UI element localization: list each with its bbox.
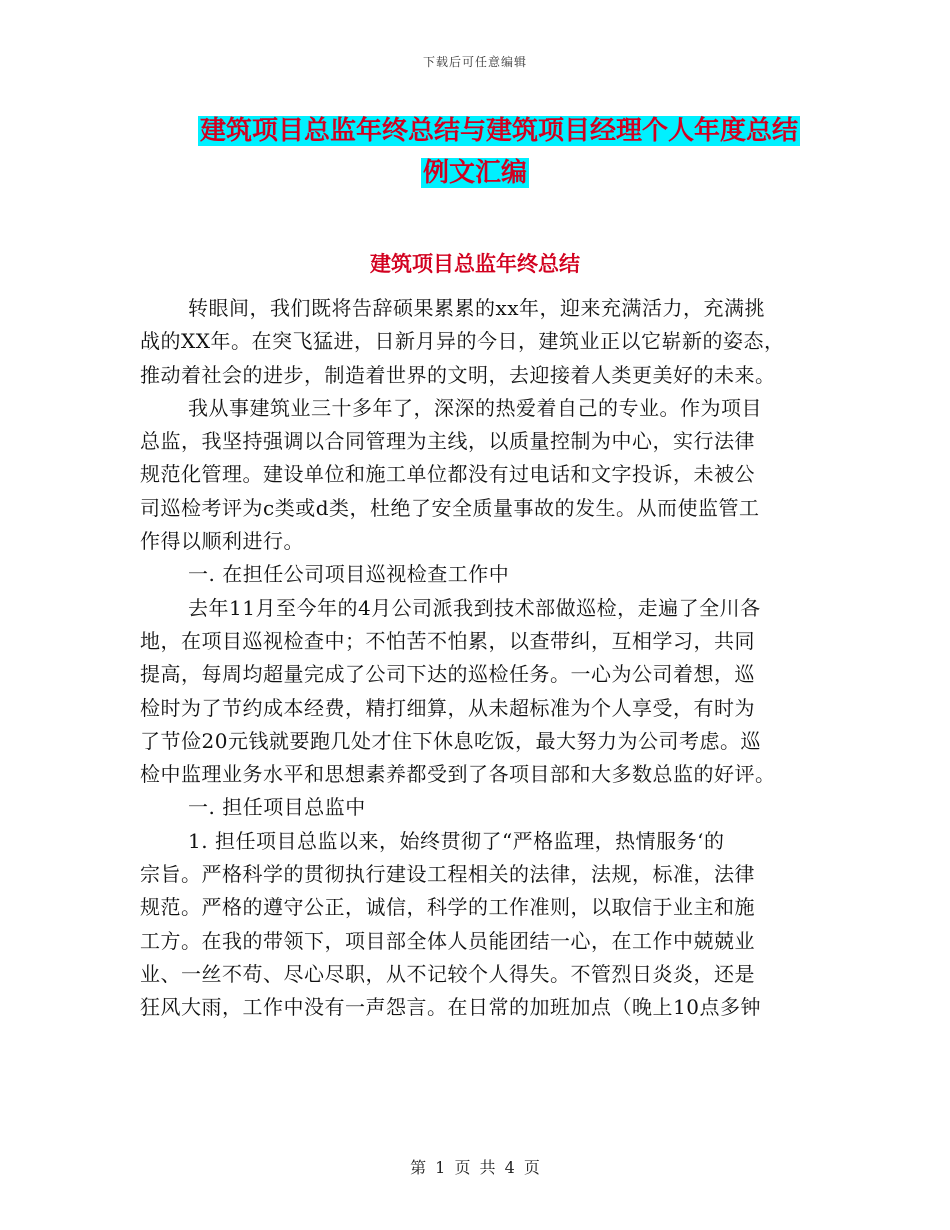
text-line: 地，在项目巡视检查中；不怕苦不怕累，以查带纠，互相学习，共同 (140, 628, 755, 653)
page-footer-number: 第 1 页 共 4 页 (410, 1158, 540, 1177)
document-title-line-2: 例文汇编 (422, 158, 527, 188)
text-line: 战的XX年。在突飞猛进，日新月异的今日，建筑业正以它崭新的姿态， (140, 329, 785, 354)
text-line: 规范化管理。建设单位和施工单位都没有过电话和文字投诉，未被公 (140, 462, 755, 487)
text-line: 总监，我坚持强调以合同管理为主线，以质量控制为中心，实行法律 (140, 429, 755, 454)
text-line: 作得以顺利进行。 (140, 529, 304, 554)
text-line: 业、一丝不苟、尽心尽职，从不记较个人得失。不管烈日炎炎，还是 (140, 961, 755, 986)
text-line: 宗旨。严格科学的贯彻执行建设工程相关的法律，法规，标准，法律 (140, 862, 755, 887)
text-line: 去年11月至今年的4月公司派我到技术部做巡检，走遍了全川各 (188, 595, 761, 620)
body-text (140, 292, 810, 1025)
document-title-line-1: 建筑项目总监年终总结与建筑项目经理个人年度总结 (199, 116, 798, 146)
subheading-line: 一. 担任项目总监中 (188, 795, 366, 820)
subheading-line: 一. 在担任公司项目巡视检查工作中 (188, 562, 510, 587)
page-header-note: 下载后可任意编辑 (422, 55, 527, 69)
text-line: 司巡检考评为c类或d类，杜绝了安全质量事故的发生。从而使监管工 (140, 495, 760, 520)
text-line: 了节俭20元钱就要跑几处才住下休息吃饭，最大努力为公司考虑。巡 (140, 728, 761, 753)
text-line: 检中监理业务水平和思想素养都受到了各项目部和大多数总监的好评。 (140, 762, 776, 787)
text-line: 推动着社会的进步，制造着世界的文明，去迎接着人类更美好的未来。 (140, 362, 776, 387)
document-title (0, 110, 950, 194)
text-line: 狂风大雨，工作中没有一声怨言。在日常的加班加点（晚上10点多钟 (140, 995, 761, 1020)
text-line: 工方。在我的带领下，项目部全体人员能团结一心，在工作中兢兢业 (140, 928, 755, 953)
text-line: 提高，每周均超量完成了公司下达的巡检任务。一心为公司着想，巡 (140, 662, 755, 687)
text-line: 我从事建筑业三十多年了，深深的热爱着自己的专业。作为项目 (188, 395, 762, 420)
text-line: 转眼间，我们既将告辞硕果累累的xx年，迎来充满活力，充满挑 (188, 296, 766, 320)
section-title: 建筑项目总监年终总结 (370, 252, 580, 276)
text-line: 检时为了节约成本经费，精打细算，从未超标准为个人享受，有时为 (140, 695, 755, 720)
text-line: 规范。严格的遵守公正，诚信，科学的工作准则，以取信于业主和施 (140, 895, 755, 920)
text-line: 1. 担任项目总监以来，始终贯彻了“严格监理，热情服务‘的 (188, 828, 725, 853)
